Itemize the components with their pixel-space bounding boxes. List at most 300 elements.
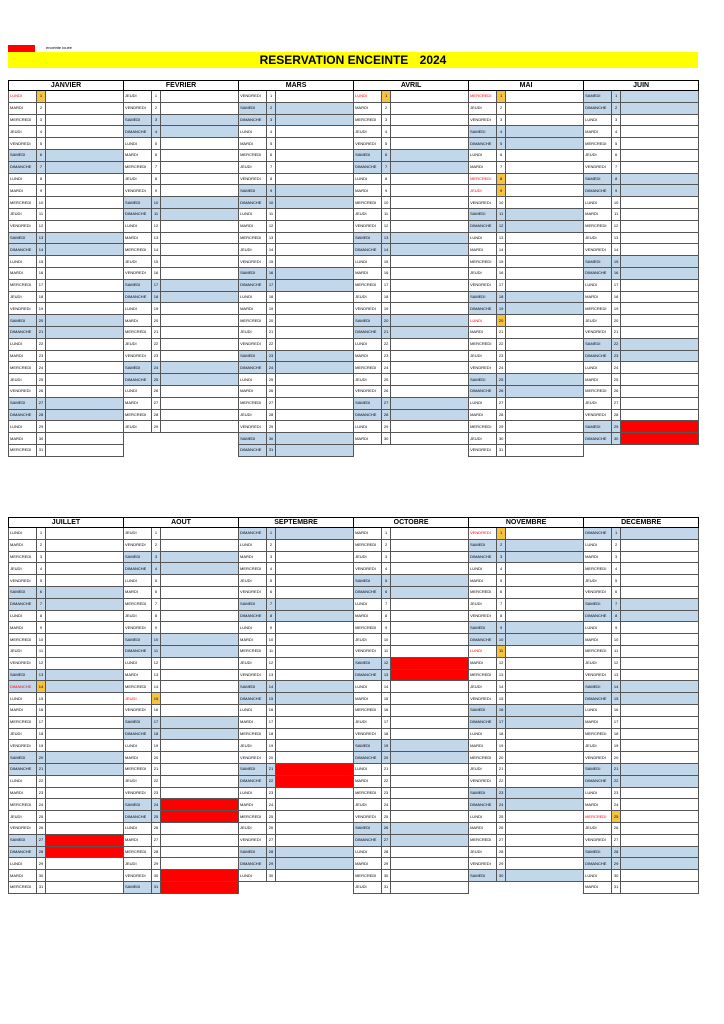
- reservation-cell[interactable]: [46, 539, 124, 551]
- reservation-cell[interactable]: [506, 149, 584, 161]
- reservation-cell[interactable]: [621, 303, 699, 315]
- reservation-cell[interactable]: [506, 385, 584, 397]
- reservation-cell[interactable]: [46, 385, 124, 397]
- reservation-cell[interactable]: [621, 326, 699, 338]
- reservation-cell[interactable]: [161, 645, 239, 657]
- reservation-cell[interactable]: [276, 598, 354, 610]
- reservation-cell[interactable]: [276, 102, 354, 114]
- reservation-cell[interactable]: [621, 315, 699, 327]
- reservation-cell[interactable]: [161, 126, 239, 138]
- reservation-cell[interactable]: [621, 267, 699, 279]
- reservation-cell[interactable]: [391, 185, 469, 197]
- reservation-cell[interactable]: [621, 91, 699, 103]
- reservation-cell[interactable]: [161, 291, 239, 303]
- reservation-cell[interactable]: [161, 822, 239, 834]
- reservation-cell[interactable]: [506, 575, 584, 587]
- reservation-cell[interactable]: [506, 586, 584, 598]
- reservation-cell[interactable]: [276, 551, 354, 563]
- reservation-cell[interactable]: [276, 528, 354, 540]
- reservation-cell[interactable]: [276, 362, 354, 374]
- reservation-cell[interactable]: [391, 681, 469, 693]
- reservation-cell[interactable]: [161, 728, 239, 740]
- reservation-cell[interactable]: [621, 197, 699, 209]
- reservation-cell[interactable]: [46, 704, 124, 716]
- reservation-cell[interactable]: [161, 149, 239, 161]
- reservation-cell[interactable]: [276, 870, 354, 882]
- reservation-cell[interactable]: [391, 303, 469, 315]
- reservation-cell[interactable]: [391, 822, 469, 834]
- reservation-cell[interactable]: [621, 409, 699, 421]
- reservation-cell[interactable]: [621, 834, 699, 846]
- reservation-cell[interactable]: [46, 433, 124, 445]
- reservation-cell[interactable]: [506, 551, 584, 563]
- reservation-cell[interactable]: [391, 775, 469, 787]
- reservation-cell[interactable]: [276, 161, 354, 173]
- reservation-cell[interactable]: [391, 634, 469, 646]
- reservation-cell[interactable]: [506, 444, 584, 456]
- reservation-cell[interactable]: [276, 610, 354, 622]
- reservation-cell[interactable]: [506, 114, 584, 126]
- reservation-cell[interactable]: [46, 161, 124, 173]
- reservation-cell[interactable]: [276, 846, 354, 858]
- reservation-cell[interactable]: [391, 575, 469, 587]
- reservation-cell[interactable]: [276, 752, 354, 764]
- reservation-cell[interactable]: [621, 338, 699, 350]
- reservation-cell[interactable]: [46, 787, 124, 799]
- reservation-cell[interactable]: [161, 563, 239, 575]
- reservation-cell[interactable]: [506, 528, 584, 540]
- reservation-cell[interactable]: [161, 539, 239, 551]
- reservation-cell[interactable]: [46, 409, 124, 421]
- reservation-cell[interactable]: [46, 881, 124, 893]
- reservation-cell[interactable]: [46, 811, 124, 823]
- reservation-cell[interactable]: [46, 421, 124, 433]
- reservation-cell[interactable]: [621, 693, 699, 705]
- reservation-cell[interactable]: [506, 763, 584, 775]
- reservation-cell[interactable]: [621, 610, 699, 622]
- reservation-cell[interactable]: [276, 858, 354, 870]
- reservation-cell[interactable]: [506, 634, 584, 646]
- reservation-cell[interactable]: [161, 598, 239, 610]
- reservation-cell[interactable]: [161, 763, 239, 775]
- reservation-cell[interactable]: [391, 197, 469, 209]
- reservation-cell[interactable]: [46, 858, 124, 870]
- reservation-cell[interactable]: [161, 362, 239, 374]
- reservation-cell[interactable]: [276, 267, 354, 279]
- reservation-cell[interactable]: [391, 267, 469, 279]
- reservation-cell[interactable]: [46, 374, 124, 386]
- reservation-cell[interactable]: [161, 775, 239, 787]
- reservation-cell[interactable]: [506, 91, 584, 103]
- reservation-cell[interactable]: [621, 787, 699, 799]
- reservation-cell[interactable]: [621, 657, 699, 669]
- reservation-cell[interactable]: [621, 138, 699, 150]
- reservation-cell[interactable]: [46, 575, 124, 587]
- reservation-cell[interactable]: [391, 752, 469, 764]
- reservation-cell[interactable]: [161, 326, 239, 338]
- reservation-cell[interactable]: [276, 575, 354, 587]
- reservation-cell[interactable]: [46, 291, 124, 303]
- reservation-cell[interactable]: [506, 834, 584, 846]
- reservation-cell[interactable]: [391, 834, 469, 846]
- reservation-cell[interactable]: [161, 244, 239, 256]
- reservation-cell[interactable]: [46, 598, 124, 610]
- reservation-cell-reserved[interactable]: [391, 657, 469, 669]
- reservation-cell[interactable]: [161, 752, 239, 764]
- reservation-cell[interactable]: [621, 563, 699, 575]
- reservation-cell[interactable]: [506, 374, 584, 386]
- reservation-cell[interactable]: [276, 716, 354, 728]
- reservation-cell[interactable]: [46, 563, 124, 575]
- reservation-cell[interactable]: [46, 528, 124, 540]
- reservation-cell[interactable]: [276, 681, 354, 693]
- reservation-cell[interactable]: [621, 846, 699, 858]
- reservation-cell[interactable]: [391, 279, 469, 291]
- reservation-cell[interactable]: [506, 102, 584, 114]
- reservation-cell[interactable]: [506, 138, 584, 150]
- reservation-cell[interactable]: [506, 326, 584, 338]
- reservation-cell[interactable]: [161, 173, 239, 185]
- reservation-cell[interactable]: [506, 563, 584, 575]
- reservation-cell[interactable]: [621, 716, 699, 728]
- reservation-cell[interactable]: [46, 645, 124, 657]
- reservation-cell[interactable]: [276, 787, 354, 799]
- reservation-cell[interactable]: [161, 102, 239, 114]
- reservation-cell-reserved[interactable]: [46, 846, 124, 858]
- reservation-cell[interactable]: [621, 728, 699, 740]
- reservation-cell[interactable]: [161, 114, 239, 126]
- reservation-cell[interactable]: [391, 539, 469, 551]
- reservation-cell[interactable]: [506, 126, 584, 138]
- reservation-cell[interactable]: [46, 870, 124, 882]
- reservation-cell[interactable]: [621, 740, 699, 752]
- reservation-cell[interactable]: [391, 149, 469, 161]
- reservation-cell[interactable]: [506, 244, 584, 256]
- reservation-cell[interactable]: [391, 350, 469, 362]
- reservation-cell[interactable]: [276, 279, 354, 291]
- reservation-cell[interactable]: [276, 704, 354, 716]
- reservation-cell[interactable]: [161, 385, 239, 397]
- reservation-cell[interactable]: [46, 763, 124, 775]
- reservation-cell[interactable]: [46, 126, 124, 138]
- reservation-cell[interactable]: [506, 303, 584, 315]
- reservation-cell[interactable]: [506, 799, 584, 811]
- reservation-cell[interactable]: [46, 610, 124, 622]
- reservation-cell[interactable]: [391, 622, 469, 634]
- reservation-cell[interactable]: [46, 634, 124, 646]
- reservation-cell[interactable]: [161, 374, 239, 386]
- reservation-cell[interactable]: [46, 669, 124, 681]
- reservation-cell[interactable]: [506, 267, 584, 279]
- reservation-cell[interactable]: [621, 586, 699, 598]
- reservation-cell[interactable]: [391, 846, 469, 858]
- reservation-cell[interactable]: [276, 444, 354, 456]
- reservation-cell[interactable]: [391, 858, 469, 870]
- reservation-cell[interactable]: [391, 528, 469, 540]
- reservation-cell[interactable]: [506, 704, 584, 716]
- reservation-cell[interactable]: [391, 232, 469, 244]
- reservation-cell[interactable]: [391, 244, 469, 256]
- reservation-cell[interactable]: [621, 220, 699, 232]
- reservation-cell[interactable]: [506, 173, 584, 185]
- reservation-cell[interactable]: [621, 645, 699, 657]
- reservation-cell[interactable]: [391, 421, 469, 433]
- reservation-cell-reserved[interactable]: [276, 763, 354, 775]
- reservation-cell[interactable]: [621, 114, 699, 126]
- reservation-cell[interactable]: [621, 752, 699, 764]
- reservation-cell[interactable]: [391, 728, 469, 740]
- reservation-cell[interactable]: [391, 409, 469, 421]
- reservation-cell[interactable]: [276, 834, 354, 846]
- reservation-cell[interactable]: [276, 645, 354, 657]
- reservation-cell[interactable]: [506, 208, 584, 220]
- reservation-cell[interactable]: [506, 397, 584, 409]
- reservation-cell[interactable]: [161, 610, 239, 622]
- reservation-cell[interactable]: [391, 138, 469, 150]
- reservation-cell[interactable]: [621, 279, 699, 291]
- reservation-cell[interactable]: [506, 775, 584, 787]
- reservation-cell[interactable]: [46, 693, 124, 705]
- reservation-cell[interactable]: [46, 102, 124, 114]
- reservation-cell[interactable]: [161, 138, 239, 150]
- reservation-cell[interactable]: [161, 197, 239, 209]
- reservation-cell[interactable]: [276, 669, 354, 681]
- reservation-cell[interactable]: [46, 350, 124, 362]
- reservation-cell[interactable]: [621, 350, 699, 362]
- reservation-cell[interactable]: [276, 185, 354, 197]
- reservation-cell[interactable]: [391, 161, 469, 173]
- reservation-cell[interactable]: [46, 657, 124, 669]
- reservation-cell[interactable]: [276, 421, 354, 433]
- reservation-cell[interactable]: [391, 385, 469, 397]
- reservation-cell[interactable]: [506, 433, 584, 445]
- reservation-cell[interactable]: [506, 622, 584, 634]
- reservation-cell[interactable]: [276, 291, 354, 303]
- reservation-cell-reserved[interactable]: [161, 811, 239, 823]
- reservation-cell[interactable]: [506, 740, 584, 752]
- reservation-cell[interactable]: [391, 610, 469, 622]
- reservation-cell[interactable]: [391, 433, 469, 445]
- reservation-cell[interactable]: [391, 598, 469, 610]
- reservation-cell-reserved[interactable]: [391, 669, 469, 681]
- reservation-cell[interactable]: [161, 315, 239, 327]
- reservation-cell[interactable]: [161, 657, 239, 669]
- reservation-cell[interactable]: [46, 91, 124, 103]
- reservation-cell[interactable]: [621, 669, 699, 681]
- reservation-cell[interactable]: [276, 114, 354, 126]
- reservation-cell[interactable]: [621, 799, 699, 811]
- reservation-cell[interactable]: [506, 822, 584, 834]
- reservation-cell[interactable]: [506, 197, 584, 209]
- reservation-cell[interactable]: [276, 197, 354, 209]
- reservation-cell[interactable]: [46, 220, 124, 232]
- reservation-cell-reserved[interactable]: [621, 433, 699, 445]
- reservation-cell[interactable]: [621, 622, 699, 634]
- reservation-cell[interactable]: [506, 350, 584, 362]
- reservation-cell[interactable]: [276, 374, 354, 386]
- reservation-cell[interactable]: [391, 870, 469, 882]
- reservation-cell[interactable]: [276, 811, 354, 823]
- reservation-cell[interactable]: [276, 256, 354, 268]
- reservation-cell[interactable]: [46, 138, 124, 150]
- reservation-cell[interactable]: [276, 338, 354, 350]
- reservation-cell[interactable]: [276, 799, 354, 811]
- reservation-cell[interactable]: [621, 881, 699, 893]
- reservation-cell[interactable]: [506, 185, 584, 197]
- reservation-cell-reserved[interactable]: [276, 775, 354, 787]
- reservation-cell[interactable]: [506, 693, 584, 705]
- reservation-cell[interactable]: [161, 303, 239, 315]
- reservation-cell[interactable]: [391, 256, 469, 268]
- reservation-cell[interactable]: [46, 716, 124, 728]
- reservation-cell[interactable]: [276, 244, 354, 256]
- reservation-cell[interactable]: [391, 220, 469, 232]
- reservation-cell[interactable]: [621, 528, 699, 540]
- reservation-cell[interactable]: [161, 350, 239, 362]
- reservation-cell[interactable]: [46, 267, 124, 279]
- reservation-cell[interactable]: [46, 256, 124, 268]
- reservation-cell[interactable]: [276, 563, 354, 575]
- reservation-cell[interactable]: [621, 763, 699, 775]
- reservation-cell[interactable]: [161, 846, 239, 858]
- reservation-cell[interactable]: [46, 232, 124, 244]
- reservation-cell[interactable]: [276, 208, 354, 220]
- reservation-cell[interactable]: [621, 291, 699, 303]
- reservation-cell[interactable]: [621, 126, 699, 138]
- reservation-cell[interactable]: [161, 220, 239, 232]
- reservation-cell[interactable]: [506, 232, 584, 244]
- reservation-cell[interactable]: [46, 114, 124, 126]
- reservation-cell[interactable]: [391, 338, 469, 350]
- reservation-cell[interactable]: [391, 126, 469, 138]
- reservation-cell[interactable]: [161, 716, 239, 728]
- reservation-cell[interactable]: [621, 539, 699, 551]
- reservation-cell[interactable]: [46, 326, 124, 338]
- reservation-cell[interactable]: [506, 858, 584, 870]
- reservation-cell[interactable]: [621, 161, 699, 173]
- reservation-cell[interactable]: [46, 303, 124, 315]
- reservation-cell[interactable]: [506, 681, 584, 693]
- reservation-cell[interactable]: [621, 811, 699, 823]
- reservation-cell[interactable]: [506, 315, 584, 327]
- reservation-cell[interactable]: [391, 208, 469, 220]
- reservation-cell-reserved[interactable]: [161, 870, 239, 882]
- reservation-cell[interactable]: [46, 397, 124, 409]
- reservation-cell[interactable]: [391, 716, 469, 728]
- reservation-cell[interactable]: [276, 433, 354, 445]
- reservation-cell[interactable]: [506, 409, 584, 421]
- reservation-cell[interactable]: [391, 811, 469, 823]
- reservation-cell[interactable]: [391, 799, 469, 811]
- reservation-cell[interactable]: [276, 586, 354, 598]
- reservation-cell[interactable]: [506, 716, 584, 728]
- reservation-cell[interactable]: [46, 173, 124, 185]
- reservation-cell[interactable]: [621, 185, 699, 197]
- reservation-cell[interactable]: [621, 598, 699, 610]
- reservation-cell[interactable]: [391, 645, 469, 657]
- reservation-cell[interactable]: [276, 315, 354, 327]
- reservation-cell[interactable]: [391, 881, 469, 893]
- reservation-cell[interactable]: [161, 858, 239, 870]
- reservation-cell[interactable]: [621, 362, 699, 374]
- reservation-cell[interactable]: [46, 622, 124, 634]
- reservation-cell[interactable]: [506, 657, 584, 669]
- reservation-cell-reserved[interactable]: [161, 799, 239, 811]
- reservation-cell[interactable]: [161, 256, 239, 268]
- reservation-cell[interactable]: [391, 114, 469, 126]
- reservation-cell[interactable]: [161, 586, 239, 598]
- reservation-cell[interactable]: [391, 551, 469, 563]
- reservation-cell[interactable]: [276, 350, 354, 362]
- reservation-cell[interactable]: [621, 232, 699, 244]
- reservation-cell[interactable]: [46, 362, 124, 374]
- reservation-cell[interactable]: [46, 586, 124, 598]
- reservation-cell[interactable]: [161, 681, 239, 693]
- reservation-cell[interactable]: [161, 208, 239, 220]
- reservation-cell[interactable]: [161, 669, 239, 681]
- reservation-cell[interactable]: [161, 622, 239, 634]
- reservation-cell[interactable]: [506, 846, 584, 858]
- reservation-cell[interactable]: [46, 775, 124, 787]
- reservation-cell[interactable]: [46, 444, 124, 456]
- reservation-cell[interactable]: [391, 693, 469, 705]
- reservation-cell[interactable]: [161, 787, 239, 799]
- reservation-cell[interactable]: [161, 161, 239, 173]
- reservation-cell[interactable]: [161, 232, 239, 244]
- reservation-cell[interactable]: [506, 787, 584, 799]
- reservation-cell[interactable]: [621, 775, 699, 787]
- reservation-cell[interactable]: [506, 752, 584, 764]
- reservation-cell[interactable]: [621, 102, 699, 114]
- reservation-cell[interactable]: [46, 681, 124, 693]
- reservation-cell[interactable]: [46, 752, 124, 764]
- reservation-cell[interactable]: [46, 315, 124, 327]
- reservation-cell[interactable]: [621, 385, 699, 397]
- reservation-cell[interactable]: [161, 91, 239, 103]
- reservation-cell-reserved[interactable]: [161, 881, 239, 893]
- reservation-cell[interactable]: [276, 303, 354, 315]
- reservation-cell[interactable]: [391, 704, 469, 716]
- reservation-cell[interactable]: [621, 208, 699, 220]
- reservation-cell[interactable]: [46, 740, 124, 752]
- reservation-cell[interactable]: [621, 681, 699, 693]
- reservation-cell[interactable]: [391, 91, 469, 103]
- reservation-cell[interactable]: [46, 197, 124, 209]
- reservation-cell[interactable]: [276, 326, 354, 338]
- reservation-cell[interactable]: [276, 622, 354, 634]
- reservation-cell[interactable]: [506, 610, 584, 622]
- reservation-cell[interactable]: [276, 822, 354, 834]
- reservation-cell[interactable]: [391, 397, 469, 409]
- reservation-cell[interactable]: [276, 385, 354, 397]
- reservation-cell[interactable]: [621, 870, 699, 882]
- reservation-cell[interactable]: [506, 728, 584, 740]
- reservation-cell[interactable]: [391, 740, 469, 752]
- reservation-cell[interactable]: [276, 232, 354, 244]
- reservation-cell-reserved[interactable]: [46, 834, 124, 846]
- reservation-cell[interactable]: [621, 822, 699, 834]
- reservation-cell[interactable]: [391, 362, 469, 374]
- reservation-cell[interactable]: [276, 91, 354, 103]
- reservation-cell[interactable]: [46, 822, 124, 834]
- reservation-cell[interactable]: [276, 149, 354, 161]
- reservation-cell[interactable]: [391, 763, 469, 775]
- reservation-cell[interactable]: [161, 704, 239, 716]
- reservation-cell[interactable]: [161, 409, 239, 421]
- reservation-cell[interactable]: [161, 575, 239, 587]
- reservation-cell[interactable]: [391, 173, 469, 185]
- reservation-cell[interactable]: [276, 657, 354, 669]
